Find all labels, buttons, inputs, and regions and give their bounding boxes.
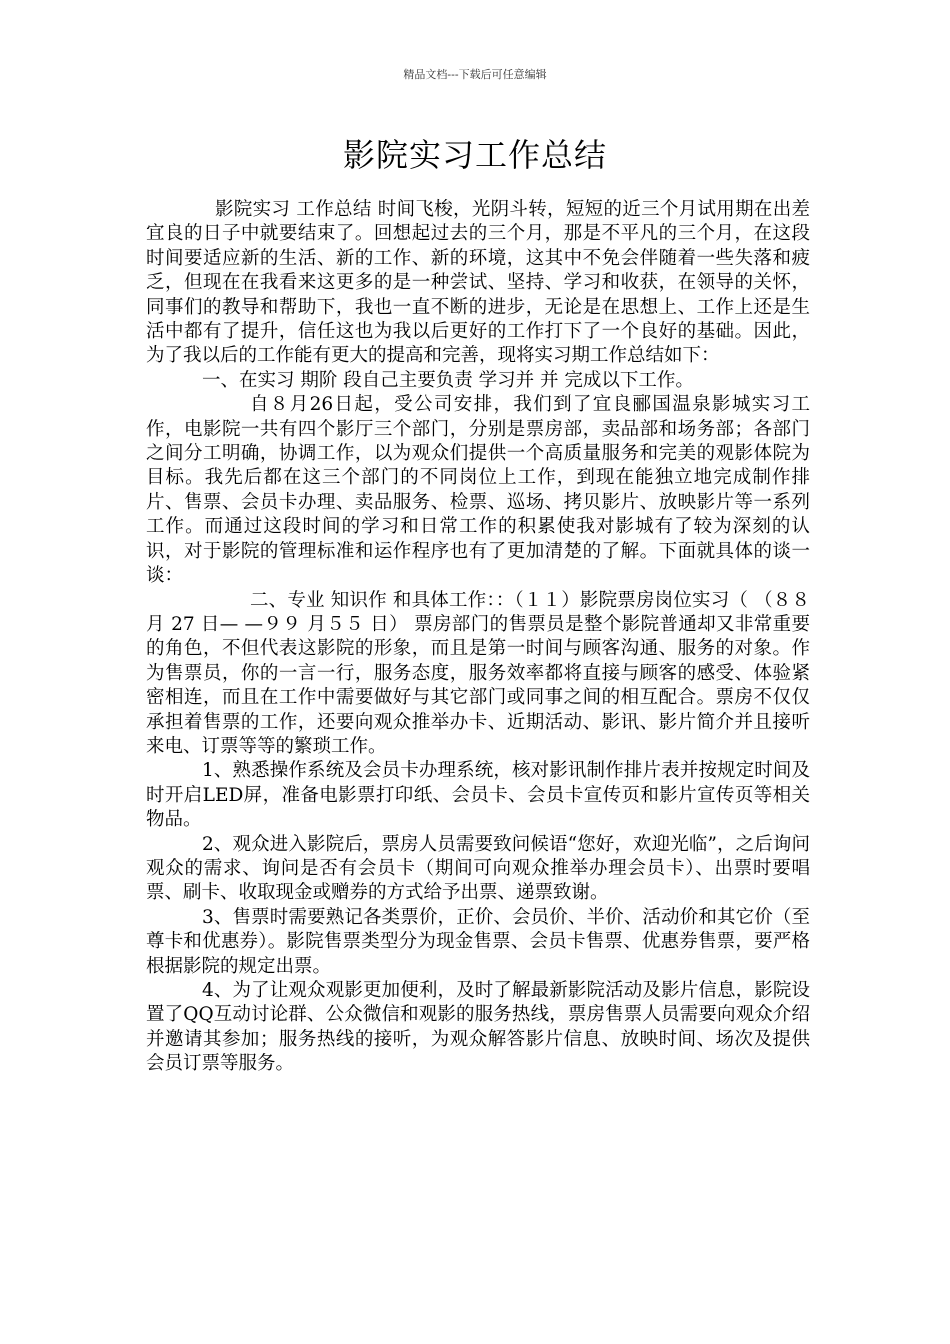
paragraph-item-4: 4、为了让观众观影更加便利，及时了解最新影院活动及影片信息，影院设置了QQ互动讨论群、公众微信和观影的服务热线，票房售票人员需要向观众介绍并邀请其参加；服务热线的接听，为观众解答影片信息、放映时间、场次及提供会员订票等服务。 [146, 980, 810, 1075]
paragraph-item-2: 2、观众进入影院后，票房人员需要致问候语“您好，欢迎光临”，之后询问观众的需求、询问是否有会员卡（期间可向观众推举办理会员卡）、出票时要唱票、刷卡、收取现金或赠券的方式给予出票、递票致谢。 [146, 833, 810, 904]
document-title: 影院实习工作总结 [342, 136, 607, 174]
paragraph-item-3: 3、售票时需要熟记各类票价，正价、会员价、半价、活动价和其它价（至尊卡和优惠券）。影院售票类型分为现金售票、会员卡售票、优惠券售票，要严格根据影院的规定出票。 [146, 906, 810, 977]
paragraph-section-2: 二、专业 知识作 和具体工作：：（１１）影院票房岗位实习（ （８８ 月 27 日— —９９ 月５５ 日） 票房部门的售票员是整个影院普通却又非常重要的角色，不但代表这影院的形象，而且是第一时间与顾客沟通、服务的对象。作为售票员，你的一言一行，服务态度，服务效率都将直接与顾客的感受、体验紧密相连，而且在工作中需要做好与其它部门或同事之间的相互配合。票房不仅仅承担着售票的工作，还要向观众推举办卡、近期活动、影讯、影片简介并且接听来电、订票等等的繁琐工作。 [146, 589, 810, 757]
document-body [146, 198, 810, 1077]
paragraph-intro: 影院实习 工作总结 时间飞梭，光阴斗转，短短的近三个月试用期在出差宜良的日子中就要结束了。回想起过去的三个月，那是不平凡的三个月，在这段时间要适应新的生活、新的工作、新的环境，这其中不免会伴随着一些失落和疲乏，但现在在我看来这更多的是一种尝试、坚持、学习和收获，在领导的关怀，同事们的教导和帮助下，我也一直不断的进步，无论是在思想上、工作上还是生活中都有了提升，信任这也为我以后更好的工作打下了一个良好的基础。因此，为了我以后的工作能有更大的提高和完善，现将实习期工作总结如下： [146, 199, 810, 367]
paragraph-item-1: 1、熟悉操作系统及会员卡办理系统，核对影讯制作排片表并按规定时间及时开启LED屏，准备电影票打印纸、会员卡、会员卡宣传页和影片宣传页等相关物品。 [146, 760, 810, 831]
paragraph-section-1-body: 自８月26日起，受公司安排，我们到了宜良郦国温泉影城实习工作，电影院一共有四个影厅三个部门，分别是票房部，卖品部和场务部；各部门之间分工明确，协调工作，以为观众们提供一个高质量服务和完美的观影体院为目标。我先后都在这三个部门的不同岗位上工作，到现在能独立地完成制作排片、售票、会员卡办理、卖品服务、检票、巡场、拷贝影片、放映影片等一系列工作。而通过这段时间的学习和日常工作的积累使我对影城有了较为深刻的认识，对于影院的管理标准和运作程序也有了更加清楚的了解。下面就具体的谈一谈： [146, 394, 810, 587]
paragraph-section-1-heading: 一、在实习 期阶 段自己主要负责 学习并 并 完成以下工作。 [202, 369, 694, 391]
page-header: 精品文档---下载后可任意编辑 [403, 68, 547, 81]
